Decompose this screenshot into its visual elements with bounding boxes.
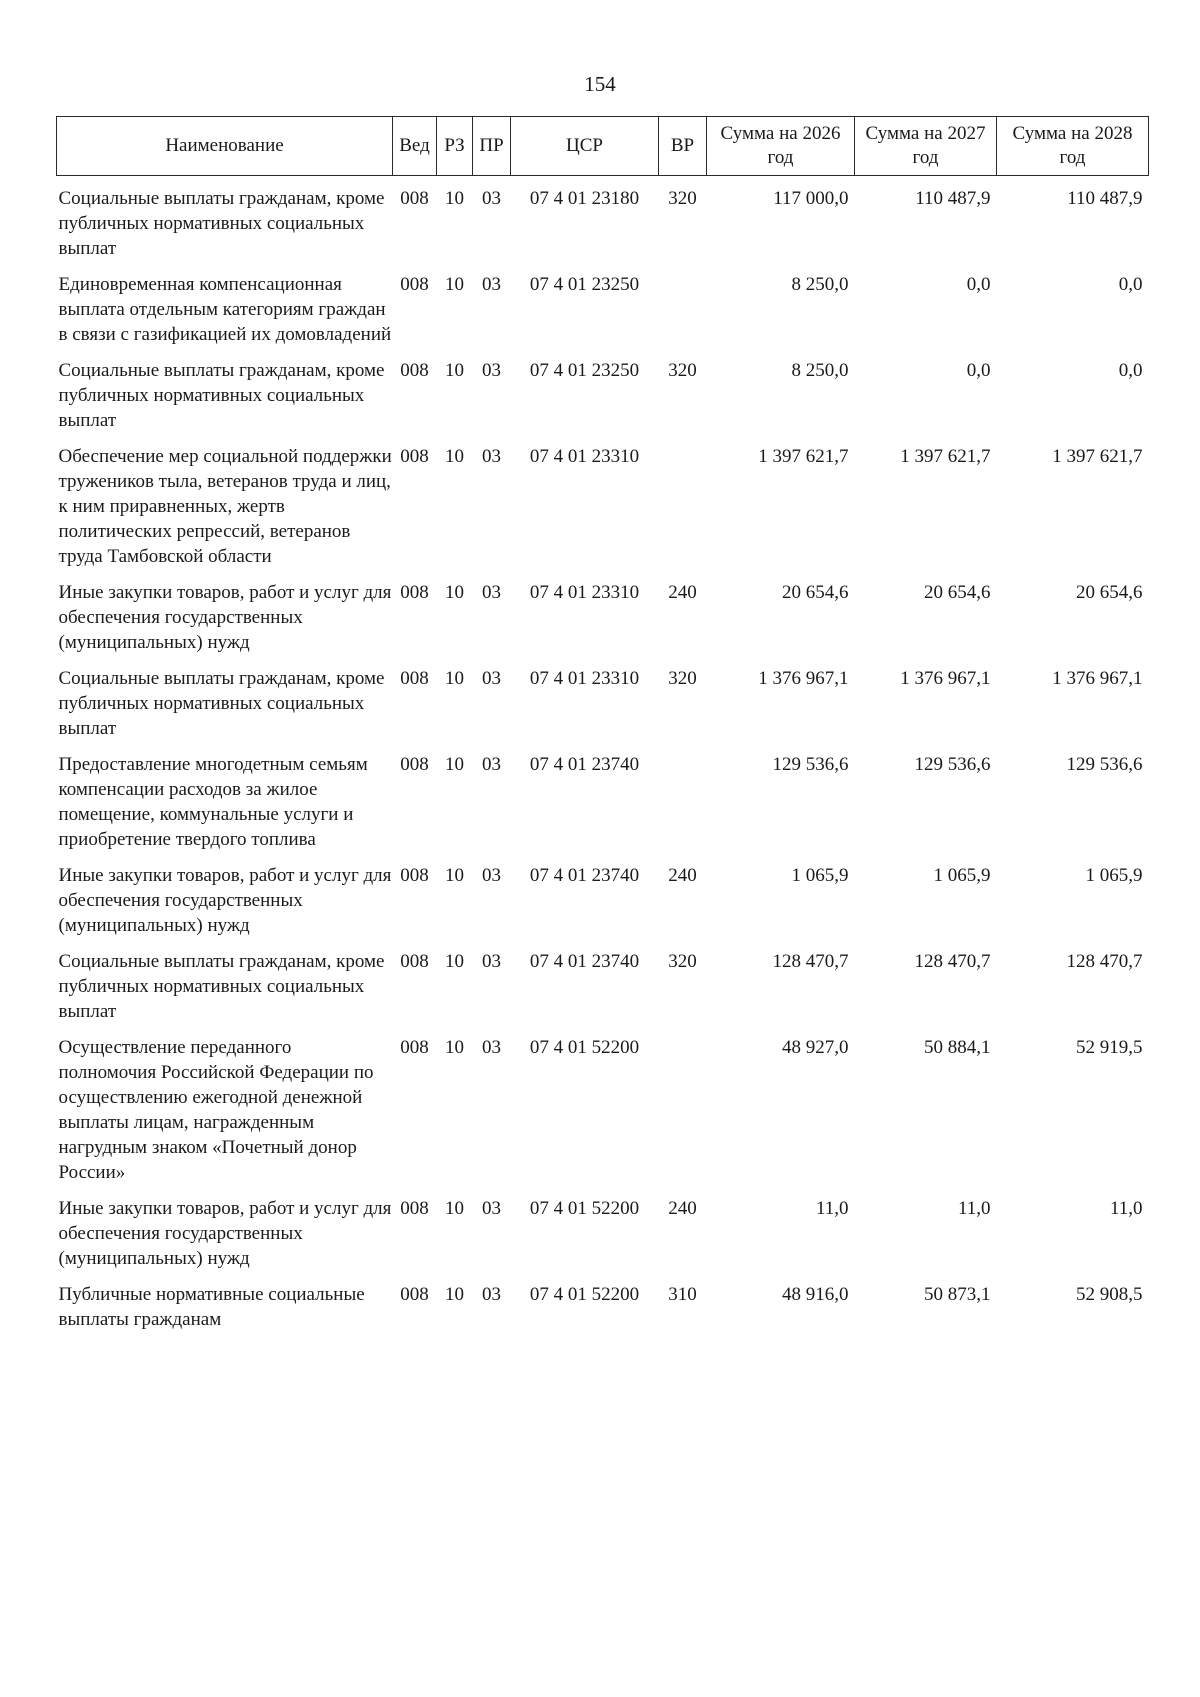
cell-pr: 03 <box>482 360 501 381</box>
cell-name: Предоставление многодетным семьям компенсации расходов за жилое помещение, коммунальные услуги и приобретение твердого топлива <box>58 754 368 850</box>
cell-rz: 10 <box>445 360 464 381</box>
cell-ved: 008 <box>400 446 429 467</box>
cell-pr: 03 <box>482 865 501 886</box>
cell-sum-2028: 1 065,9 <box>1085 865 1143 886</box>
cell-csr: 07 4 01 52200 <box>529 1198 640 1219</box>
cell-pr: 03 <box>482 274 501 295</box>
cell-pr: 03 <box>482 1037 501 1058</box>
cell-name: Публичные нормативные социальные выплаты гражданам <box>58 1284 365 1330</box>
cell-ved: 008 <box>400 1284 429 1305</box>
table-row <box>57 272 1149 358</box>
page-number: 154 <box>584 72 616 96</box>
cell-ved: 008 <box>400 274 429 295</box>
cell-ved: 008 <box>400 668 429 689</box>
cell-sum-2026: 129 536,6 <box>772 754 849 775</box>
cell-csr: 07 4 01 23250 <box>529 274 640 295</box>
cell-rz: 10 <box>445 754 464 775</box>
cell-sum-2027: 0,0 <box>966 360 991 381</box>
table-row <box>57 358 1149 444</box>
cell-csr: 07 4 01 23180 <box>529 188 640 209</box>
cell-ved: 008 <box>400 1037 429 1058</box>
cell-sum-2027: 11,0 <box>957 1198 991 1219</box>
cell-vr <box>659 272 707 358</box>
cell-sum-2027: 20 654,6 <box>924 582 991 603</box>
cell-sum-2027: 110 487,9 <box>915 188 991 209</box>
cell-sum-2026: 48 927,0 <box>782 1037 849 1058</box>
cell-vr: 320 <box>668 188 697 209</box>
table-row <box>57 580 1149 666</box>
cell-pr: 03 <box>482 446 501 467</box>
cell-rz: 10 <box>445 582 464 603</box>
table-row <box>57 176 1149 273</box>
cell-pr: 03 <box>482 1284 501 1305</box>
cell-name: Единовременная компенсационная выплата отдельным категориям граждан в связи с газификацией их домовладений <box>58 274 392 345</box>
cell-sum-2028: 52 919,5 <box>1076 1037 1143 1058</box>
cell-sum-2026: 20 654,6 <box>782 582 849 603</box>
cell-vr: 240 <box>668 865 697 886</box>
cell-vr: 320 <box>668 360 697 381</box>
cell-name: Осуществление переданного полномочия Российской Федерации по осуществлению ежегодной денежной выплаты лицам, награжденным нагрудным знаком «Почетный донор России» <box>58 1037 374 1183</box>
header-csr: ЦСР <box>511 117 659 176</box>
cell-vr: 320 <box>668 668 697 689</box>
cell-sum-2027: 0,0 <box>966 274 991 295</box>
cell-rz: 10 <box>445 951 464 972</box>
cell-pr: 03 <box>482 582 501 603</box>
cell-name: Иные закупки товаров, работ и услуг для обеспечения государственных (муниципальных) нужд <box>58 865 392 936</box>
cell-pr: 03 <box>482 668 501 689</box>
cell-rz: 10 <box>445 1037 464 1058</box>
cell-vr <box>659 1035 707 1196</box>
cell-pr: 03 <box>482 1198 501 1219</box>
cell-sum-2028: 110 487,9 <box>1067 188 1143 209</box>
cell-sum-2026: 117 000,0 <box>773 188 849 209</box>
cell-sum-2028: 128 470,7 <box>1066 951 1143 972</box>
cell-ved: 008 <box>400 754 429 775</box>
cell-csr: 07 4 01 23740 <box>529 951 640 972</box>
table-row <box>57 863 1149 949</box>
cell-csr: 07 4 01 23310 <box>529 582 640 603</box>
cell-sum-2028: 129 536,6 <box>1066 754 1143 775</box>
cell-rz: 10 <box>445 865 464 886</box>
cell-ved: 008 <box>400 1198 429 1219</box>
cell-name: Социальные выплаты гражданам, кроме публичных нормативных социальных выплат <box>58 668 385 739</box>
header-sum-2027: Сумма на 2027 год <box>855 117 997 176</box>
table-body <box>57 176 1149 1344</box>
cell-sum-2026: 1 065,9 <box>791 865 849 886</box>
cell-sum-2026: 11,0 <box>815 1198 849 1219</box>
cell-sum-2026: 8 250,0 <box>791 360 849 381</box>
header-name: Наименование <box>57 117 393 176</box>
cell-rz: 10 <box>445 274 464 295</box>
cell-vr: 320 <box>668 951 697 972</box>
cell-name: Социальные выплаты гражданам, кроме публичных нормативных социальных выплат <box>58 951 385 1022</box>
table-row <box>57 666 1149 752</box>
cell-csr: 07 4 01 23310 <box>529 668 640 689</box>
cell-ved: 008 <box>400 360 429 381</box>
cell-sum-2027: 50 873,1 <box>924 1284 991 1305</box>
cell-vr <box>659 752 707 863</box>
cell-vr <box>659 444 707 580</box>
cell-sum-2027: 1 376 967,1 <box>900 668 991 689</box>
header-vr: ВР <box>659 117 707 176</box>
cell-name: Иные закупки товаров, работ и услуг для обеспечения государственных (муниципальных) нужд <box>58 1198 392 1269</box>
cell-csr: 07 4 01 23740 <box>529 754 640 775</box>
table-header <box>57 117 1149 176</box>
cell-ved: 008 <box>400 865 429 886</box>
cell-sum-2026: 48 916,0 <box>782 1284 849 1305</box>
cell-sum-2028: 0,0 <box>1118 360 1143 381</box>
cell-rz: 10 <box>445 1284 464 1305</box>
cell-sum-2027: 1 397 621,7 <box>900 446 991 467</box>
cell-rz: 10 <box>445 188 464 209</box>
cell-csr: 07 4 01 52200 <box>529 1037 640 1058</box>
cell-ved: 008 <box>400 582 429 603</box>
budget-table <box>56 116 1149 1343</box>
cell-vr: 310 <box>668 1284 697 1305</box>
cell-sum-2027: 1 065,9 <box>933 865 991 886</box>
header-ved: Вед <box>393 117 437 176</box>
cell-pr: 03 <box>482 754 501 775</box>
cell-sum-2028: 11,0 <box>1109 1198 1143 1219</box>
cell-sum-2027: 50 884,1 <box>924 1037 991 1058</box>
cell-name: Социальные выплаты гражданам, кроме публичных нормативных социальных выплат <box>58 360 385 431</box>
cell-ved: 008 <box>400 188 429 209</box>
cell-pr: 03 <box>482 951 501 972</box>
table-row <box>57 1282 1149 1343</box>
cell-sum-2028: 0,0 <box>1118 274 1143 295</box>
cell-csr: 07 4 01 23310 <box>529 446 640 467</box>
cell-sum-2026: 1 376 967,1 <box>758 668 849 689</box>
cell-name: Социальные выплаты гражданам, кроме публичных нормативных социальных выплат <box>58 188 385 259</box>
cell-name: Обеспечение мер социальной поддержки тружеников тыла, ветеранов труда и лиц, к ним приравненных, жертв политических репрессий, ветеранов труда Тамбовской области <box>58 446 392 567</box>
table-row <box>57 752 1149 863</box>
cell-sum-2027: 128 470,7 <box>914 951 991 972</box>
cell-name: Иные закупки товаров, работ и услуг для обеспечения государственных (муниципальных) нужд <box>58 582 392 653</box>
cell-sum-2028: 1 376 967,1 <box>1052 668 1143 689</box>
header-rz: РЗ <box>437 117 473 176</box>
cell-sum-2028: 52 908,5 <box>1076 1284 1143 1305</box>
header-sum-2028: Сумма на 2028 год <box>997 117 1149 176</box>
cell-sum-2026: 1 397 621,7 <box>758 446 849 467</box>
header-sum-2026: Сумма на 2026 год <box>707 117 855 176</box>
cell-sum-2026: 8 250,0 <box>791 274 849 295</box>
table-row <box>57 1035 1149 1196</box>
cell-sum-2028: 20 654,6 <box>1076 582 1143 603</box>
cell-pr: 03 <box>482 188 501 209</box>
cell-ved: 008 <box>400 951 429 972</box>
table-row <box>57 949 1149 1035</box>
cell-sum-2026: 128 470,7 <box>772 951 849 972</box>
cell-sum-2028: 1 397 621,7 <box>1052 446 1143 467</box>
table-row <box>57 1196 1149 1282</box>
cell-rz: 10 <box>445 668 464 689</box>
cell-csr: 07 4 01 52200 <box>529 1284 640 1305</box>
table-row <box>57 444 1149 580</box>
cell-sum-2027: 129 536,6 <box>914 754 991 775</box>
cell-rz: 10 <box>445 1198 464 1219</box>
cell-vr: 240 <box>668 1198 697 1219</box>
cell-csr: 07 4 01 23740 <box>529 865 640 886</box>
cell-csr: 07 4 01 23250 <box>529 360 640 381</box>
cell-rz: 10 <box>445 446 464 467</box>
cell-vr: 240 <box>668 582 697 603</box>
header-pr: ПР <box>473 117 511 176</box>
